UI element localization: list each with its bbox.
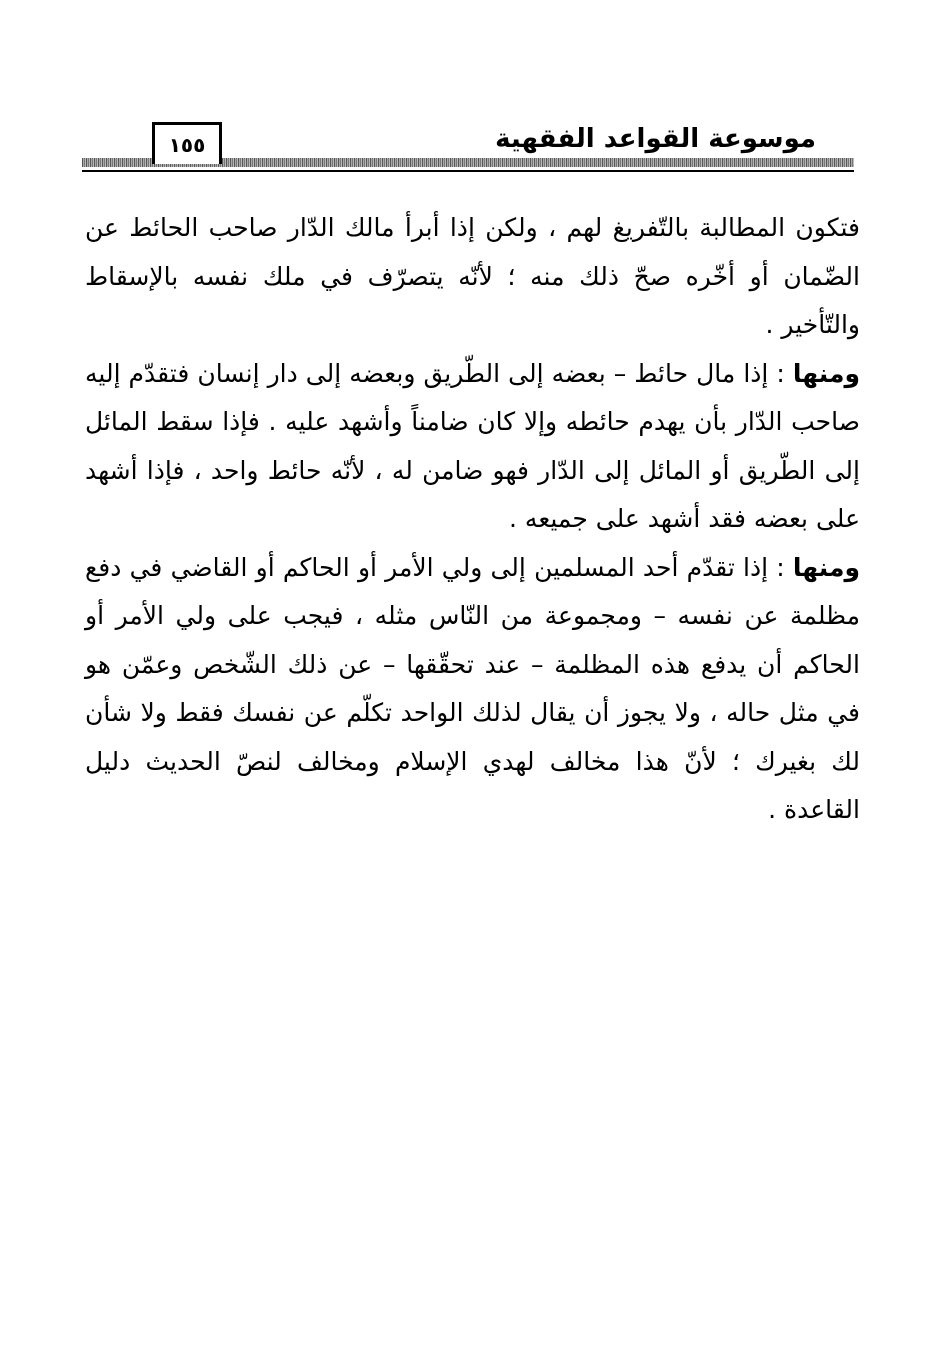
paragraph-lead: ومنها <box>792 552 860 582</box>
page-header <box>82 118 854 176</box>
paragraph-lead: ومنها <box>792 358 860 388</box>
page-number: ١٥٥ <box>168 132 206 157</box>
paragraph-1 <box>85 204 860 350</box>
page-number-box <box>152 122 222 164</box>
paragraph-text: فتكون المطالبة بالتّفريغ لهم ، ولكن إذا أبرأ مالك الدّار صاحب الحائط عن الضّمان أو أخّره صحّ ذلك منه ؛ لأنّه يتصرّف في ملك نفسه بالإسقاط والتّأخير . <box>85 213 860 339</box>
paragraph-text: : إذا تقدّم أحد المسلمين إلى ولي الأمر أو الحاكم أو القاضي في دفع مظلمة عن نفسه – ومجموعة من النّاس مثله ، فيجب على ولي الأمر أو الحاكم أن يدفع هذه المظلمة – عند تحقّقها – عن ذلك الشّخص وعمّن هو في مثل حاله ، ولا يجوز أن يقال لذلك الواحد تكلّم عن نفسك فقط ولا شأن لك بغيرك ؛ لأنّ هذا مخالف لهدي الإسلام ومخالف لنصّ الحديث دليل القاعدة . <box>85 552 860 824</box>
header-rule-line <box>82 170 854 172</box>
paragraph-2 <box>85 350 860 544</box>
paragraph-text: : إذا مال حائط – بعضه إلى الطّريق وبعضه إلى دار إنسان فتقدّم إليه صاحب الدّار بأن يهدم حائطه وإلا كان ضامناً وأشهد عليه . فإذا سقط المائل إلى الطّريق أو المائل إلى الدّار فهو ضامن له ، لأنّه حائط واحد ، فإذا أشهد على بعضه فقد أشهد على جميعه . <box>85 358 860 533</box>
body-text <box>85 204 860 835</box>
running-title: موسوعة القواعد الفقهية <box>495 124 816 154</box>
paragraph-3 <box>85 544 860 835</box>
